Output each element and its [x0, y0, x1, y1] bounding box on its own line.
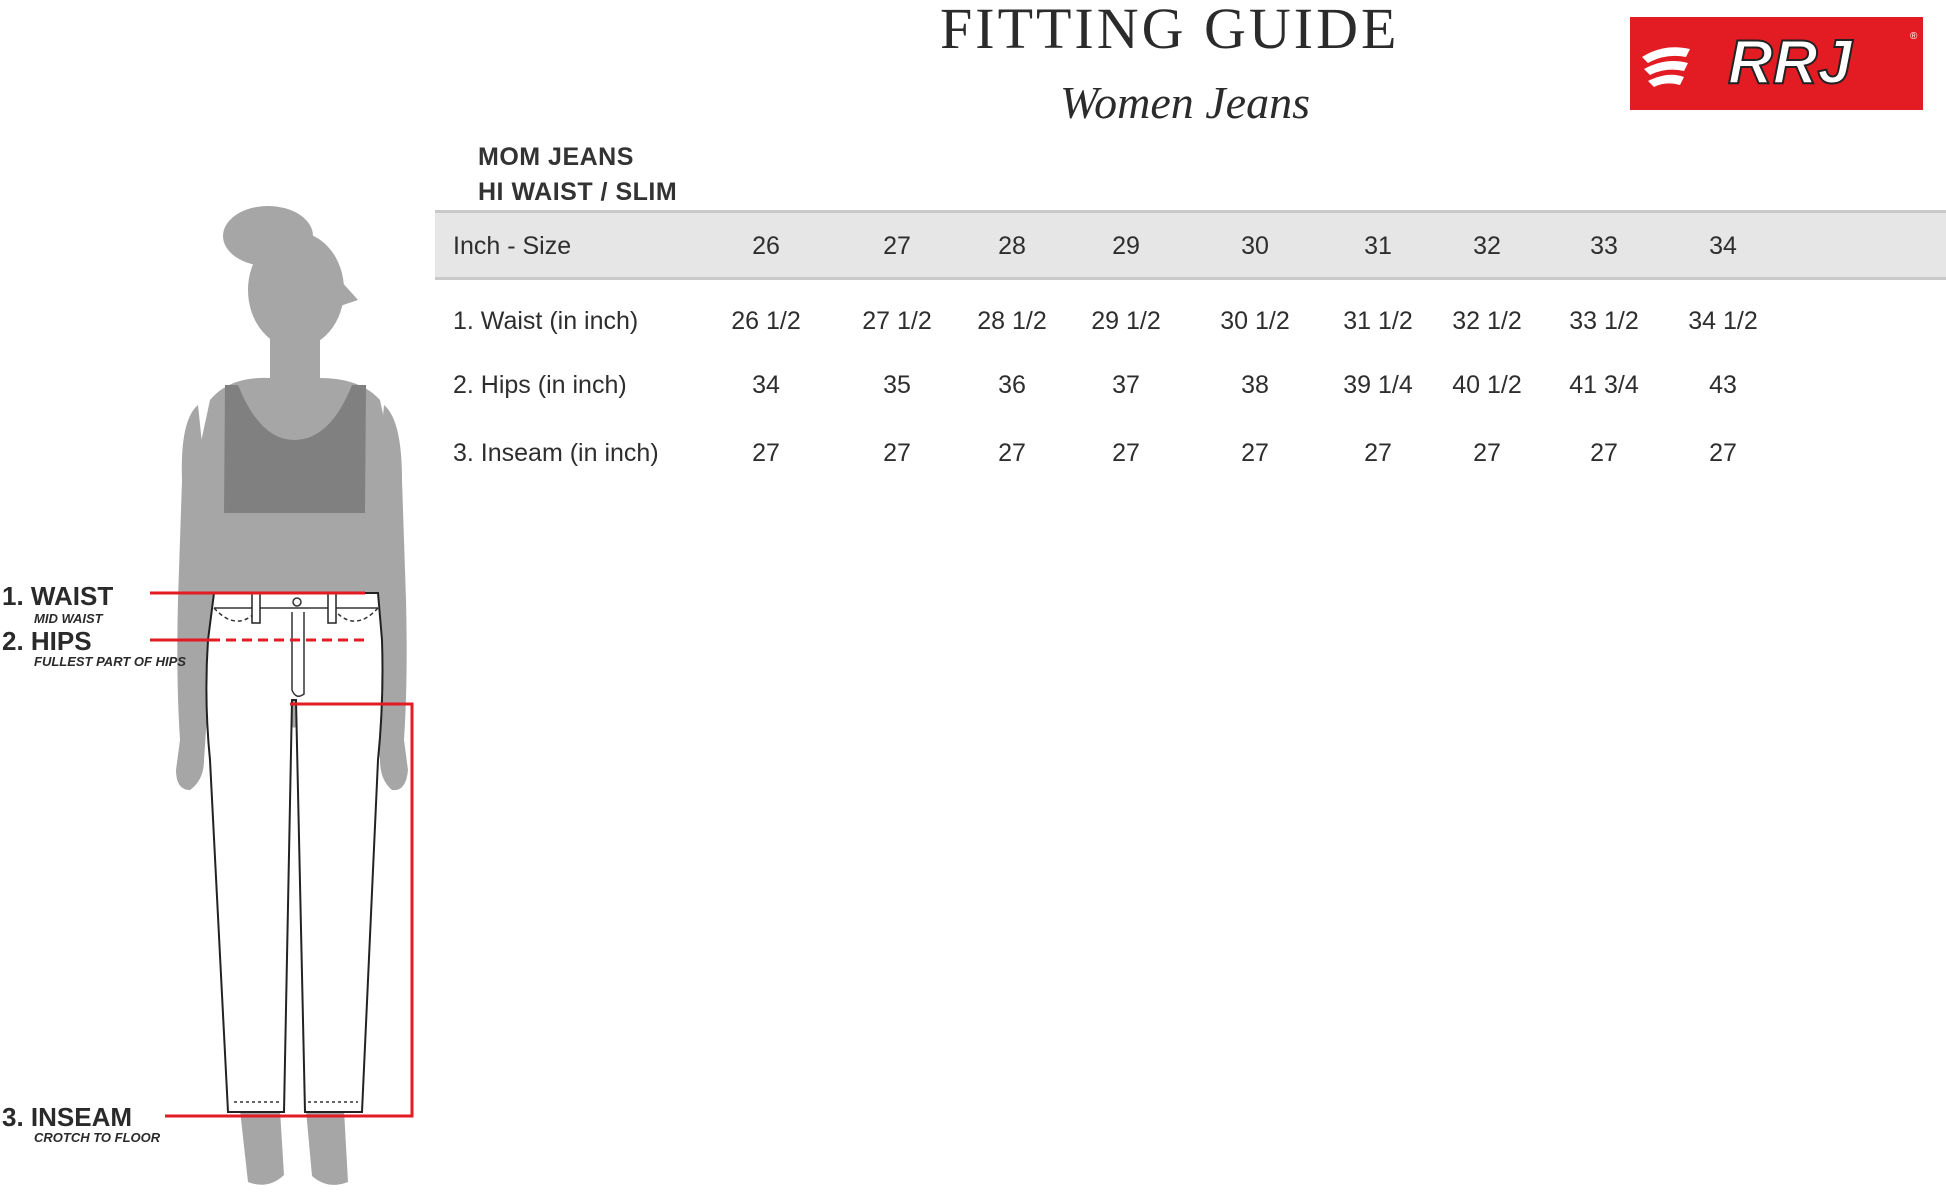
size-header-cell: 33 — [1590, 232, 1618, 260]
table-cell: 39 1/4 — [1343, 371, 1413, 399]
table-cell: 27 — [1473, 439, 1501, 467]
table-row-label-inseam: 3. Inseam (in inch) — [453, 439, 659, 467]
brand-logo-text: RRJ — [1727, 28, 1853, 97]
hips-note: FULLEST PART OF HIPS — [34, 654, 186, 669]
page-subtitle: Women Jeans — [1060, 77, 1310, 128]
size-header-cell: 32 — [1473, 232, 1501, 260]
table-cell: 36 — [998, 371, 1026, 399]
table-cell: 28 1/2 — [977, 307, 1047, 335]
table-cell: 27 — [1709, 439, 1737, 467]
table-cell: 41 3/4 — [1569, 371, 1639, 399]
size-header-cell: 29 — [1112, 232, 1140, 260]
page-title: FITTING GUIDE — [940, 0, 1400, 61]
table-cell: 27 — [883, 439, 911, 467]
waist-label: 1. WAIST — [2, 581, 114, 611]
table-cell: 27 — [998, 439, 1026, 467]
table-cell: 34 — [752, 371, 780, 399]
jeans-drawing — [206, 593, 382, 1112]
table-cell: 38 — [1241, 371, 1269, 399]
brand-logo — [1630, 17, 1923, 110]
table-cell: 29 1/2 — [1091, 307, 1161, 335]
table-cell: 27 — [1590, 439, 1618, 467]
table-cell: 37 — [1112, 371, 1140, 399]
inseam-note: CROTCH TO FLOOR — [34, 1130, 161, 1145]
table-cell: 32 1/2 — [1452, 307, 1522, 335]
table-cell: 33 1/2 — [1569, 307, 1639, 335]
table-cell: 27 — [752, 439, 780, 467]
size-header-cell: 31 — [1364, 232, 1392, 260]
size-header-cell: 34 — [1709, 232, 1737, 260]
table-cell: 27 — [1364, 439, 1392, 467]
size-header-cell: 26 — [752, 232, 780, 260]
hips-label: 2. HIPS — [2, 626, 92, 656]
table-cell: 35 — [883, 371, 911, 399]
table-cell: 30 1/2 — [1220, 307, 1290, 335]
size-header-cell: 28 — [998, 232, 1026, 260]
table-cell: 27 1/2 — [862, 307, 932, 335]
size-header-cell: 30 — [1241, 232, 1269, 260]
table-row-label-hips: 2. Hips (in inch) — [453, 371, 627, 399]
table-cell: 43 — [1709, 371, 1737, 399]
table-cell: 34 1/2 — [1688, 307, 1758, 335]
svg-text:®: ® — [1910, 31, 1918, 42]
table-cell: 27 — [1241, 439, 1269, 467]
table-cell: 31 1/2 — [1343, 307, 1413, 335]
model-name: MOM JEANS — [478, 143, 634, 171]
table-cell: 27 — [1112, 439, 1140, 467]
size-header-label: Inch - Size — [453, 232, 572, 260]
table-cell: 26 1/2 — [731, 307, 801, 335]
table-cell: 40 1/2 — [1452, 371, 1522, 399]
size-header-cell: 27 — [883, 232, 911, 260]
table-row-label-waist: 1. Waist (in inch) — [453, 307, 639, 335]
brand-swoosh-icon — [1642, 47, 1690, 87]
waist-note: MID WAIST — [34, 611, 103, 626]
model-fit: HI WAIST / SLIM — [478, 178, 678, 206]
inseam-label: 3. INSEAM — [2, 1102, 133, 1132]
